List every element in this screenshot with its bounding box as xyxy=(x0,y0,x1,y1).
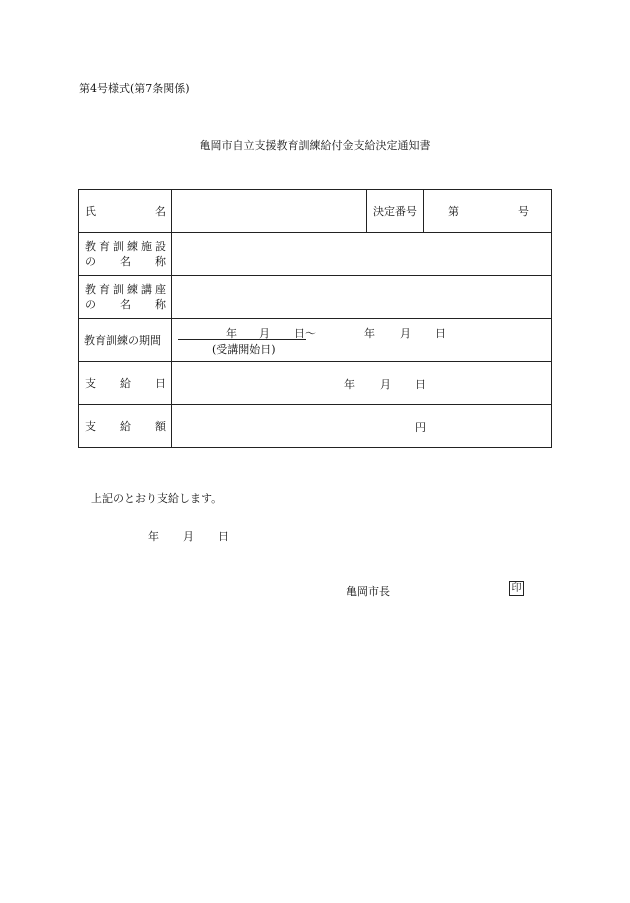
issue-date-day: 日 xyxy=(218,530,229,543)
confirmation-text: 上記のとおり支給します。 xyxy=(91,492,223,505)
decision-number-prefix: 第 xyxy=(448,205,459,218)
facility-label-char: 教 xyxy=(85,240,96,253)
period-start-note: (受講開始日) xyxy=(212,343,276,356)
period-value-cell[interactable] xyxy=(172,319,552,362)
facility-label-char: 設 xyxy=(155,240,166,253)
pay-date-year: 年 xyxy=(344,378,355,391)
amount-unit: 円 xyxy=(415,421,426,434)
period-label: 教育訓練の期間 xyxy=(84,333,161,347)
course-label-char: 講 xyxy=(141,283,152,296)
period-label-cell xyxy=(79,319,172,362)
facility-label-cell xyxy=(79,233,172,276)
course-label-char: の xyxy=(85,298,96,311)
name-label-cell xyxy=(79,190,172,233)
document-title: 亀岡市自立支援教育訓練給付金支給決定通知書 xyxy=(199,139,431,152)
pay-date-day: 日 xyxy=(415,378,426,391)
pay-date-label-char: 支 xyxy=(85,376,96,390)
period-from-day: 日〜 xyxy=(294,327,316,340)
course-label-char: 名 xyxy=(120,298,131,311)
pay-date-label-char: 日 xyxy=(155,376,166,390)
facility-label-char: 名 xyxy=(120,255,131,268)
course-label-char: 育 xyxy=(99,283,110,296)
pay-date-label-cell xyxy=(79,362,172,405)
issue-date-year: 年 xyxy=(148,530,159,543)
form-number: 第4号様式(第7条関係) xyxy=(79,82,190,95)
period-from-month: 月 xyxy=(259,327,270,340)
period-row xyxy=(79,319,552,362)
form-table xyxy=(78,189,552,448)
course-label-char: 訓 xyxy=(113,283,124,296)
name-label-char: 氏 xyxy=(85,204,96,218)
facility-label-char: 称 xyxy=(155,255,166,268)
name-label-char: 名 xyxy=(155,204,166,218)
pay-date-row xyxy=(79,362,552,405)
mayor-signature-label: 亀岡市長 xyxy=(346,585,390,598)
amount-row xyxy=(79,405,552,448)
course-label-char: 練 xyxy=(127,283,138,296)
period-to-month: 月 xyxy=(400,327,411,340)
period-to-day: 日 xyxy=(435,327,446,340)
facility-label-char: 施 xyxy=(141,240,152,253)
period-to-year: 年 xyxy=(364,327,375,340)
amount-label-cell xyxy=(79,405,172,448)
pay-date-label-char: 給 xyxy=(120,376,131,390)
issue-date xyxy=(148,528,229,544)
seal-stamp-box: 印 xyxy=(509,581,524,596)
course-label-char: 教 xyxy=(85,283,96,296)
amount-label-char: 額 xyxy=(155,419,166,433)
course-label-char: 座 xyxy=(155,283,166,296)
facility-label-char: 育 xyxy=(99,240,110,253)
course-row xyxy=(79,276,552,319)
pay-date-month: 月 xyxy=(380,378,391,391)
facility-label-char: の xyxy=(85,255,96,268)
pay-date-value-cell[interactable] xyxy=(172,362,552,405)
amount-label-char: 支 xyxy=(85,419,96,433)
course-value-cell[interactable] xyxy=(172,276,552,319)
course-label-cell xyxy=(79,276,172,319)
decision-number-label: 決定番号 xyxy=(373,205,417,218)
name-value-cell[interactable] xyxy=(172,190,367,233)
facility-value-cell[interactable] xyxy=(172,233,552,276)
issue-date-month: 月 xyxy=(183,530,194,543)
facility-label-char: 訓 xyxy=(113,240,124,253)
amount-value-cell[interactable] xyxy=(172,405,552,448)
decision-number-suffix: 号 xyxy=(518,205,529,218)
period-from-year: 年 xyxy=(226,327,237,340)
amount-label-char: 給 xyxy=(120,419,131,433)
period-start-underline xyxy=(178,339,306,340)
facility-label-char: 練 xyxy=(127,240,138,253)
name-row xyxy=(79,190,552,233)
decision-number-value-cell[interactable] xyxy=(424,190,552,233)
facility-row xyxy=(79,233,552,276)
course-label-char: 称 xyxy=(155,298,166,311)
decision-number-label-cell xyxy=(367,190,424,233)
